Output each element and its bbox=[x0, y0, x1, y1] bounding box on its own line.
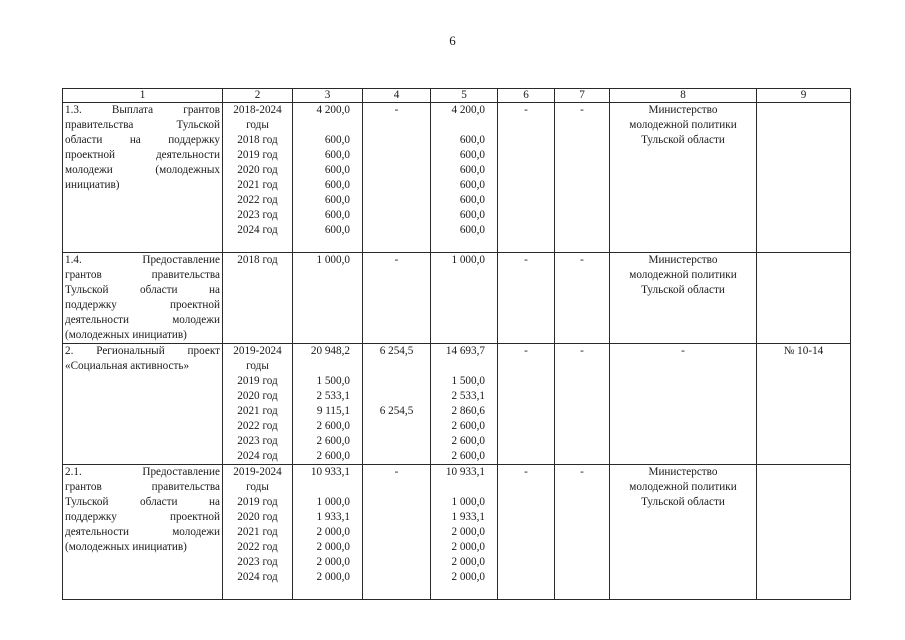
measure-name-line: 2.1. Предоставление bbox=[65, 466, 220, 478]
federal-budget-cell bbox=[363, 465, 431, 600]
cell-line bbox=[759, 253, 848, 268]
measure-name-line: «Социальная активность» bbox=[65, 360, 190, 372]
cell-line: 2 000,0 bbox=[316, 571, 350, 583]
table-row bbox=[63, 103, 851, 253]
cell-line: 600,0 bbox=[324, 134, 350, 146]
measure-name-line: грантов правительства bbox=[65, 481, 220, 493]
program-table bbox=[62, 88, 851, 600]
cell-line: 1 933,1 bbox=[451, 511, 485, 523]
cell-line: 2 000,0 bbox=[316, 556, 350, 568]
cell-line: 6 254,5 bbox=[379, 405, 414, 417]
table-row bbox=[63, 253, 851, 344]
cell-line: 4 200,0 bbox=[316, 104, 350, 116]
cell-line: Министерство bbox=[648, 104, 718, 116]
cell-line: 600,0 bbox=[459, 134, 485, 146]
cell-line: 2021 год bbox=[237, 179, 278, 191]
period-cell bbox=[223, 103, 293, 253]
cell-line: 600,0 bbox=[459, 149, 485, 161]
measure-name-line: правительства Тульской bbox=[65, 119, 220, 131]
cell-line: 2021 год bbox=[237, 405, 278, 417]
cell-line: 600,0 bbox=[459, 209, 485, 221]
cell-line: 2 600,0 bbox=[451, 450, 485, 462]
cell-line: 2023 год bbox=[237, 209, 278, 221]
cell-line: 2 000,0 bbox=[451, 526, 485, 538]
cell-line: 2020 год bbox=[237, 511, 278, 523]
cell-line: 2 000,0 bbox=[451, 556, 485, 568]
cell-line: 2022 год bbox=[237, 420, 278, 432]
cell-line: - bbox=[580, 345, 584, 357]
cell-line: 2024 год bbox=[237, 224, 278, 236]
total-amount-cell bbox=[293, 344, 363, 465]
cell-line: 20 948,2 bbox=[310, 345, 350, 357]
column-header: 6 bbox=[498, 89, 555, 103]
period-cell bbox=[223, 465, 293, 600]
local-budget-cell bbox=[498, 253, 555, 344]
extra-budget-cell bbox=[555, 103, 610, 253]
cell-line: - bbox=[524, 254, 528, 266]
total-amount-cell bbox=[293, 253, 363, 344]
cell-line: 1 500,0 bbox=[451, 375, 485, 387]
cell-line: 2 000,0 bbox=[316, 526, 350, 538]
cell-line: - bbox=[681, 345, 685, 357]
measure-name-line: проектной деятельности bbox=[65, 149, 220, 161]
cell-line: 600,0 bbox=[459, 179, 485, 191]
measure-name-line: грантов правительства bbox=[65, 269, 220, 281]
cell-line bbox=[365, 449, 428, 464]
cell-line bbox=[759, 465, 848, 480]
indicator-link-cell bbox=[757, 103, 851, 253]
cell-line: - bbox=[524, 104, 528, 116]
cell-line: молодежной политики bbox=[629, 119, 737, 131]
cell-line: 600,0 bbox=[324, 209, 350, 221]
cell-line: 2 533,1 bbox=[451, 390, 485, 402]
cell-line: 600,0 bbox=[459, 164, 485, 176]
measure-name-cell bbox=[63, 103, 223, 253]
cell-line: 2 000,0 bbox=[316, 541, 350, 553]
cell-line: 14 693,7 bbox=[445, 345, 485, 357]
cell-line bbox=[433, 480, 485, 495]
cell-line: 2020 год bbox=[237, 164, 278, 176]
cell-line: 600,0 bbox=[324, 179, 350, 191]
cell-line bbox=[759, 103, 848, 118]
column-header: 9 bbox=[757, 89, 851, 103]
cell-line: 2 600,0 bbox=[316, 420, 350, 432]
local-budget-cell bbox=[498, 344, 555, 465]
table-row bbox=[63, 344, 851, 465]
cell-line: годы bbox=[246, 481, 269, 493]
cell-line: 2 000,0 bbox=[451, 571, 485, 583]
cell-line: 1 000,0 bbox=[316, 254, 350, 266]
cell-line: 2 860,6 bbox=[451, 405, 485, 417]
cell-line: 1 000,0 bbox=[316, 496, 350, 508]
extra-budget-cell bbox=[555, 253, 610, 344]
cell-line: 9 115,1 bbox=[316, 405, 350, 417]
cell-line: 2024 год bbox=[237, 571, 278, 583]
measure-name-cell bbox=[63, 465, 223, 600]
cell-line: - bbox=[524, 345, 528, 357]
period-cell bbox=[223, 253, 293, 344]
cell-line: 600,0 bbox=[324, 194, 350, 206]
measure-name-line: области на поддержку bbox=[65, 134, 220, 146]
cell-line: 2019-2024 bbox=[233, 466, 282, 478]
cell-line: 1 933,1 bbox=[316, 511, 350, 523]
measure-name-line: инициатив) bbox=[65, 179, 120, 191]
indicator-link-cell bbox=[757, 465, 851, 600]
measure-name-line: деятельности молодежи bbox=[65, 526, 220, 538]
cell-line: 2023 год bbox=[237, 435, 278, 447]
indicator-link-cell bbox=[757, 344, 851, 465]
responsible-executor-cell bbox=[610, 465, 757, 600]
column-header: 7 bbox=[555, 89, 610, 103]
cell-line: 600,0 bbox=[459, 224, 485, 236]
cell-line bbox=[365, 419, 428, 434]
cell-line: 600,0 bbox=[324, 149, 350, 161]
cell-line bbox=[433, 118, 485, 133]
cell-line: молодежной политики bbox=[629, 481, 737, 493]
cell-line: Министерство bbox=[648, 466, 718, 478]
cell-line: 4 200,0 bbox=[451, 104, 485, 116]
cell-line: 2 600,0 bbox=[316, 435, 350, 447]
measure-name-line: молодежи (молодежных bbox=[65, 164, 220, 176]
cell-line: Тульской области bbox=[641, 134, 725, 146]
measure-name-line: (молодежных инициатив) bbox=[65, 329, 187, 341]
responsible-executor-cell bbox=[610, 103, 757, 253]
cell-line bbox=[365, 359, 428, 374]
cell-line: годы bbox=[246, 360, 269, 372]
cell-line: - bbox=[580, 466, 584, 478]
cell-line: годы bbox=[246, 119, 269, 131]
period-cell bbox=[223, 344, 293, 465]
cell-line: Министерство bbox=[648, 254, 718, 266]
cell-line: 2022 год bbox=[237, 194, 278, 206]
cell-line bbox=[295, 480, 350, 495]
cell-line: 2 000,0 bbox=[451, 541, 485, 553]
cell-line: 2022 год bbox=[237, 541, 278, 553]
cell-line: 2019 год bbox=[237, 496, 278, 508]
measure-name-line: поддержку проектной bbox=[65, 511, 220, 523]
measure-name-line: 1.3. Выплата грантов bbox=[65, 104, 220, 116]
cell-line: 2018 год bbox=[237, 254, 278, 266]
extra-budget-cell bbox=[555, 465, 610, 600]
measure-name-line: деятельности молодежи bbox=[65, 314, 220, 326]
measure-name-line: (молодежных инициатив) bbox=[65, 541, 187, 553]
total-amount-cell bbox=[293, 103, 363, 253]
measure-name-line: 2. Региональный проект bbox=[65, 345, 220, 357]
cell-line: - bbox=[580, 104, 584, 116]
cell-line: 2019-2024 bbox=[233, 345, 282, 357]
measure-name-cell bbox=[63, 344, 223, 465]
cell-line: № 10-14 bbox=[783, 345, 824, 357]
cell-line: 2 600,0 bbox=[451, 420, 485, 432]
cell-line: 2020 год bbox=[237, 390, 278, 402]
federal-budget-cell bbox=[363, 103, 431, 253]
federal-budget-cell bbox=[363, 344, 431, 465]
column-header: 4 bbox=[363, 89, 431, 103]
measure-name-line: поддержку проектной bbox=[65, 299, 220, 311]
cell-line: 10 933,1 bbox=[445, 466, 485, 478]
responsible-executor-cell bbox=[610, 344, 757, 465]
measure-name-cell bbox=[63, 253, 223, 344]
cell-line: - bbox=[524, 466, 528, 478]
regional-budget-cell bbox=[431, 103, 498, 253]
regional-budget-cell bbox=[431, 253, 498, 344]
cell-line: 2023 год bbox=[237, 556, 278, 568]
regional-budget-cell bbox=[431, 344, 498, 465]
column-header: 3 bbox=[293, 89, 363, 103]
federal-budget-cell bbox=[363, 253, 431, 344]
cell-line: 2 533,1 bbox=[316, 390, 350, 402]
cell-line: 2021 год bbox=[237, 526, 278, 538]
cell-line: 600,0 bbox=[324, 224, 350, 236]
total-amount-cell bbox=[293, 465, 363, 600]
cell-line bbox=[295, 118, 350, 133]
cell-line bbox=[433, 359, 485, 374]
cell-line: - bbox=[394, 254, 399, 266]
column-number-row bbox=[63, 89, 851, 103]
cell-line: 6 254,5 bbox=[379, 345, 414, 357]
table-body bbox=[63, 89, 851, 600]
cell-line: - bbox=[394, 104, 399, 116]
cell-line: 1 000,0 bbox=[451, 254, 485, 266]
extra-budget-cell bbox=[555, 344, 610, 465]
cell-line bbox=[365, 389, 428, 404]
cell-line: молодежной политики bbox=[629, 269, 737, 281]
cell-line: 600,0 bbox=[459, 194, 485, 206]
column-header: 1 bbox=[63, 89, 223, 103]
measure-name-line: Тульской области на bbox=[65, 496, 220, 508]
cell-line: 2018 год bbox=[237, 134, 278, 146]
cell-line bbox=[365, 374, 428, 389]
page-number: 6 bbox=[449, 33, 456, 48]
measure-name-line: Тульской области на bbox=[65, 284, 220, 296]
cell-line: 2024 год bbox=[237, 450, 278, 462]
column-header: 5 bbox=[431, 89, 498, 103]
measure-name-line: 1.4. Предоставление bbox=[65, 254, 220, 266]
local-budget-cell bbox=[498, 465, 555, 600]
column-header: 8 bbox=[610, 89, 757, 103]
table-row bbox=[63, 465, 851, 600]
cell-line: 2 600,0 bbox=[451, 435, 485, 447]
regional-budget-cell bbox=[431, 465, 498, 600]
cell-line bbox=[365, 434, 428, 449]
cell-line: - bbox=[394, 466, 399, 478]
cell-line: 2019 год bbox=[237, 375, 278, 387]
responsible-executor-cell bbox=[610, 253, 757, 344]
indicator-link-cell bbox=[757, 253, 851, 344]
cell-line: 10 933,1 bbox=[310, 466, 350, 478]
cell-line bbox=[295, 359, 350, 374]
cell-line: 2019 год bbox=[237, 149, 278, 161]
cell-line: 1 500,0 bbox=[316, 375, 350, 387]
cell-line: 2 600,0 bbox=[316, 450, 350, 462]
cell-line: Тульской области bbox=[641, 496, 725, 508]
cell-line: 600,0 bbox=[324, 164, 350, 176]
cell-line: 2018-2024 bbox=[233, 104, 282, 116]
cell-line: - bbox=[580, 254, 584, 266]
local-budget-cell bbox=[498, 103, 555, 253]
cell-line: 1 000,0 bbox=[451, 496, 485, 508]
cell-line: Тульской области bbox=[641, 284, 725, 296]
column-header: 2 bbox=[223, 89, 293, 103]
